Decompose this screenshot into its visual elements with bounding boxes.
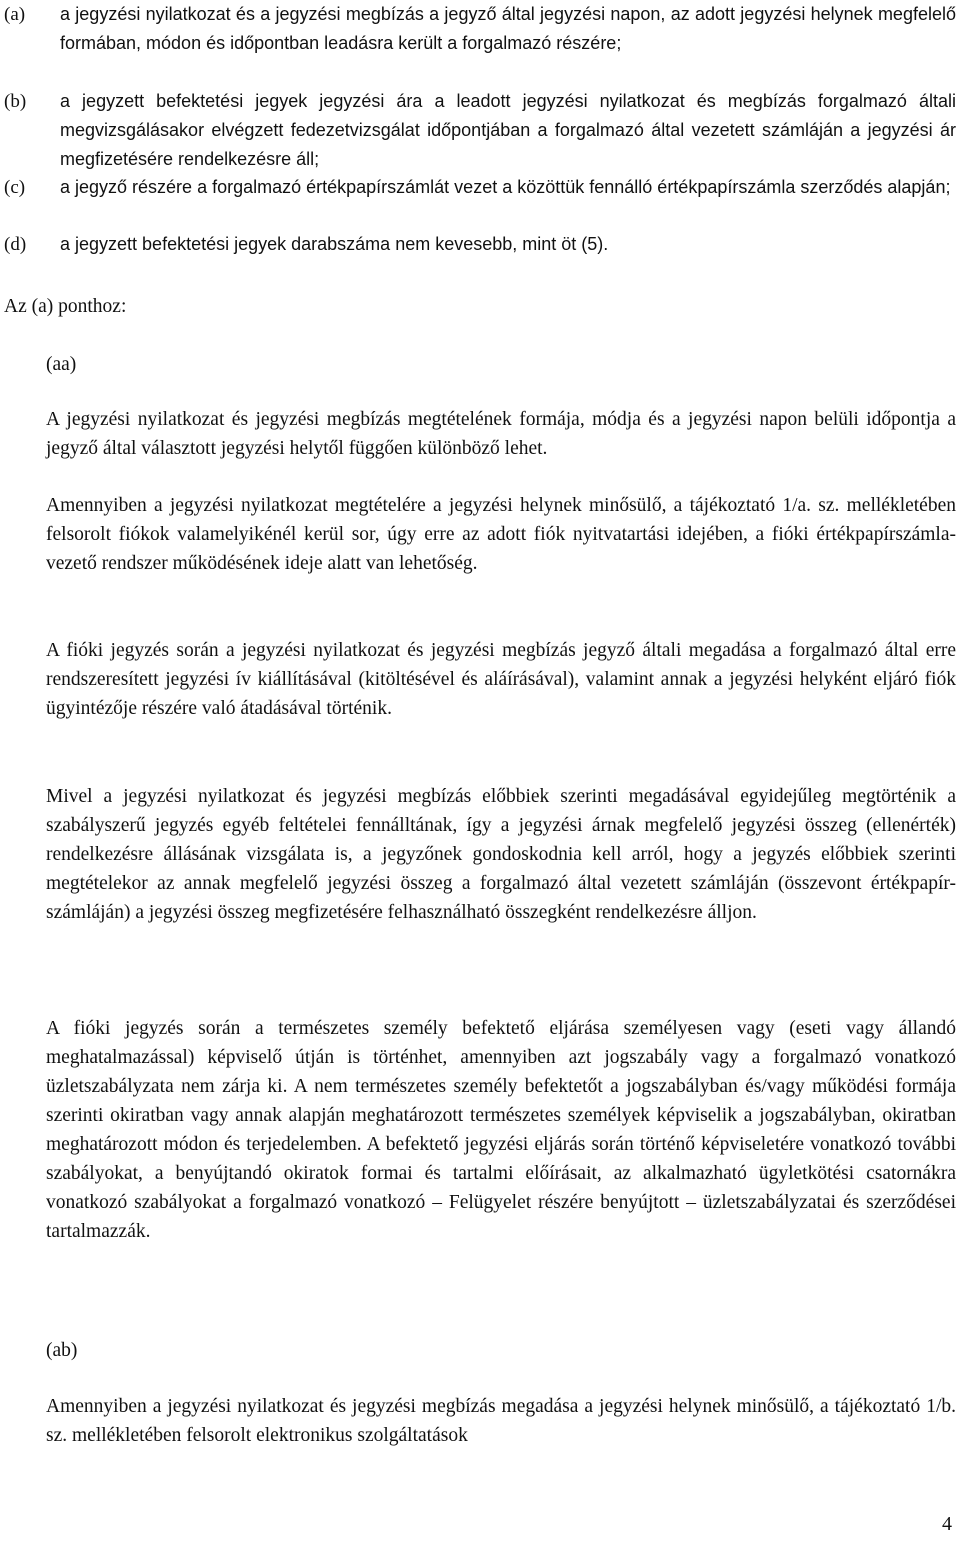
paragraph: A jegyzési nyilatkozat és jegyzési megbízás megtételének formája, módja és a jegyzési napon belüli időpontja a jegyző által választott jegyzési helytől függően különböző lehet. [46,409,956,459]
page-number: 4 [942,1513,952,1535]
list-marker-c: (c) [4,177,26,198]
list-marker-a: (a) [4,4,26,25]
list-marker-d: (d) [4,234,27,255]
list-item-b: a jegyzett befektetési jegyek jegyzési ára a leadott jegyzési nyilatkozat és megbízás forgalmazó általi megvizsgálásakor elvégzett fedezetvizsgálat időpontjában a forgalmazó által vezetett számláján a jegyzési ár megfizetésére rendelkezésre áll; [60,91,956,169]
paragraph: A fióki jegyzés során a jegyzési nyilatkozat és jegyzési megbízás jegyző általi megadása a forgalmazó által erre rendszeresített jegyzési ív kiállításával (kitöltésével és aláírásával), valamint annak a jegyzési helyként eljáró fiók ügyintézője részére való átadásával történik. [46,640,956,719]
subsection-label-ab: (ab) [46,1340,78,1361]
list-marker-b: (b) [4,91,27,112]
paragraph: A fióki jegyzés során a természetes személy befektető eljárása személyesen vagy (eseti vagy állandó meghatalmazással) képviselő útján is történhet, amennyiben azt jogszabály vagy a forgalmazó vonatkozó üzletszabályzata nem zárja ki. A nem természetes személy befektetőt a jogszabályban és/vagy működési formája szerinti okiratban vagy annak alapján meghatározott természetes személyek képviselik a jogszabályban, okiratban meghatározott módon és terjedelemben. A befektető jegyzési eljárás során történő képviseletére vonatkozó további szabályokat, a benyújtandó okiratok formai és tartalmi előírásait, az alkalmazható ügyletkötési csatornákra vonatkozó szabályokat a forgalmazó vonatkozó – Felügyelet részére benyújtott – üzletszabályzatai és szerződései tartalmazzák. [46,1018,956,1242]
section-intro: Az (a) ponthoz: [4,296,127,317]
subsection-label-aa: (aa) [46,354,77,375]
paragraph: Amennyiben a jegyzési nyilatkozat megtételére a jegyzési helynek minősülő, a tájékoztató 1/a. sz. mellékletében felsorolt fiókok valamelyikénél kerül sor, úgy erre az adott fiók nyitvatartási idejében, a fióki értékpapírszámla-vezető rendszer működésének ideje alatt van lehetőség. [46,495,956,574]
paragraph: Amennyiben a jegyzési nyilatkozat és jegyzési megbízás megadása a jegyzési helynek minősülő, a tájékoztató 1/b. sz. mellékletében felsorolt elektronikus szolgáltatások [46,1396,956,1446]
list-item-d: a jegyzett befektetési jegyek darabszáma nem kevesebb, mint öt (5). [60,234,609,254]
list-item-a: a jegyzési nyilatkozat és a jegyzési megbízás a jegyző által jegyzési napon, az adott jegyzési helynek megfelelő formában, módon és időpontban leadásra került a forgalmazó részére; [60,4,956,53]
paragraph: Mivel a jegyzési nyilatkozat és jegyzési megbízás előbbiek szerinti megadásával egyidejűleg megtörténik a szabályszerű jegyzés egyéb feltételei fennálltának, így a jegyzési árnak megfelelő jegyzési összeg (ellenérték) rendelkezésre állásának vizsgálata is, a jegyzőnek gondoskodnia kell arról, hogy a jegyzés előbbiek szerinti megtételekor az annak megfelelő jegyzési összeg a forgalmazó által vezetett számláján (összevont értékpapír-számláján) a jegyzési összeg megfizetésére felhasználható összegként rendelkezésre álljon. [46,786,956,923]
list-item-c: a jegyző részére a forgalmazó értékpapírszámlát vezet a közöttük fennálló értékpapírszámla szerződés alapján; [60,177,951,197]
